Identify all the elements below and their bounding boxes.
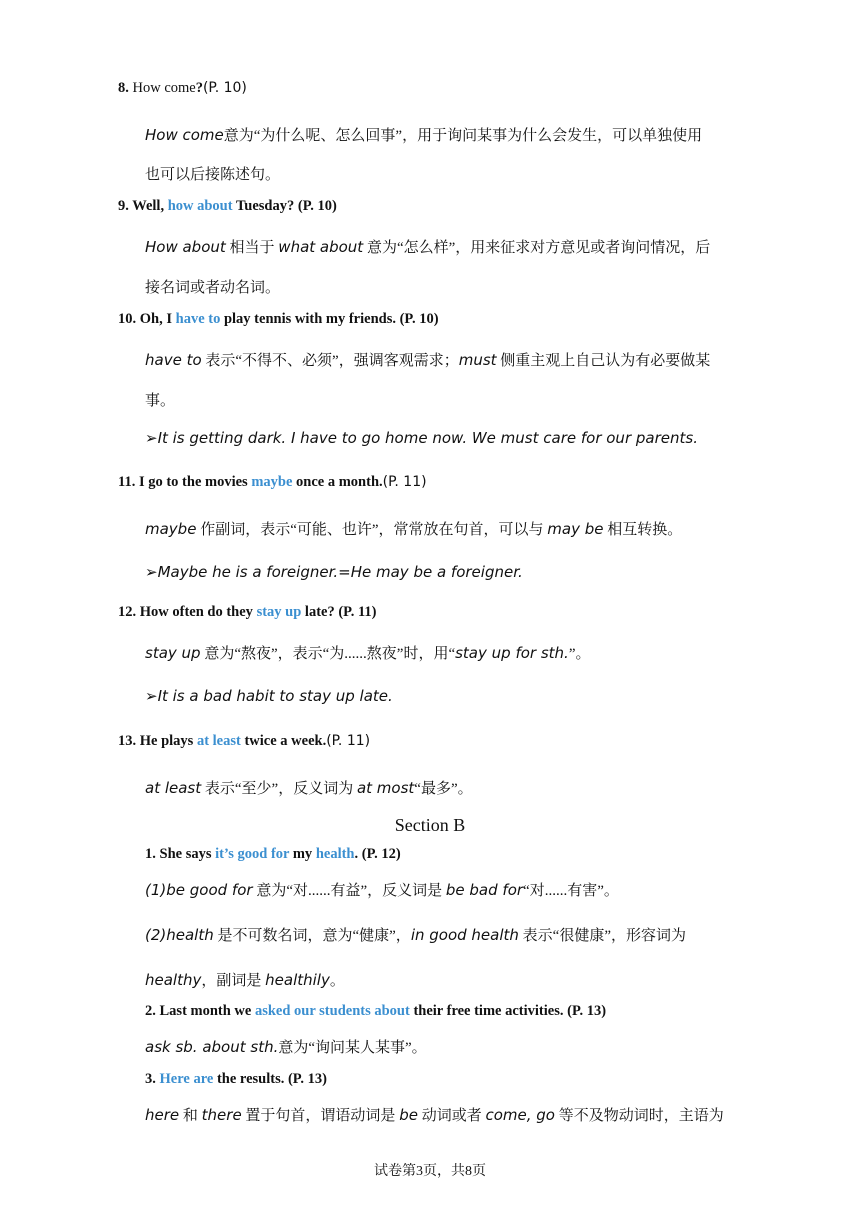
sentence-text: How often do they bbox=[139, 604, 253, 620]
phrase: may be bbox=[547, 520, 604, 538]
phrase: what about bbox=[278, 238, 364, 256]
phrase: healthy bbox=[145, 971, 202, 989]
item-number: 9. bbox=[118, 198, 129, 214]
phrase: (1)be good for bbox=[145, 881, 253, 899]
phrase: How about bbox=[145, 238, 226, 256]
sentence-text: late? (P. 11) bbox=[304, 604, 377, 620]
sentence-text: I go to the movies bbox=[138, 474, 248, 490]
key-phrase: how about bbox=[167, 198, 233, 214]
sentence-text: She says bbox=[159, 846, 212, 862]
sentence-text: Well, bbox=[132, 198, 165, 214]
key-phrase: have to bbox=[175, 311, 221, 327]
phrase: maybe bbox=[145, 520, 197, 538]
key-phrase: stay up bbox=[256, 604, 302, 620]
item-10-heading bbox=[118, 311, 439, 328]
phrase: have to bbox=[145, 351, 202, 369]
item-number: 13. bbox=[118, 733, 137, 749]
page-footer: 试卷第3页，共8页 bbox=[374, 1164, 486, 1179]
item-number: 3. bbox=[145, 1071, 156, 1087]
item-number: 10. bbox=[118, 311, 137, 327]
sb-note-2-line-1 bbox=[145, 1036, 427, 1057]
sb-item-2-heading bbox=[145, 1003, 606, 1020]
example-11: ➢Maybe he is a foreigner.=He may be a foreigner. bbox=[145, 563, 523, 581]
phrase: stay up for sth. bbox=[455, 644, 569, 662]
note-9-line-1 bbox=[145, 236, 710, 257]
item-number: 2. bbox=[145, 1003, 156, 1019]
example-10: ➢It is getting dark. I have to go home now. We must care for our parents. bbox=[145, 429, 698, 447]
explanation: 表示“不得不、必须”，强调客观需求； bbox=[205, 353, 459, 369]
phrase: How come bbox=[145, 126, 224, 144]
sentence-text: He plays bbox=[139, 733, 194, 749]
explanation: “最多”。 bbox=[414, 781, 473, 797]
key-phrase: maybe bbox=[251, 474, 293, 490]
item-8-heading bbox=[118, 80, 247, 97]
note-13-line-1 bbox=[145, 777, 473, 798]
item-number: 12. bbox=[118, 604, 137, 620]
phrase: ask sb. about sth. bbox=[145, 1038, 279, 1056]
phrase: must bbox=[458, 351, 497, 369]
sentence-text: ? bbox=[195, 80, 203, 96]
item-9-heading bbox=[118, 198, 337, 215]
key-phrase: asked our students about bbox=[254, 1003, 410, 1019]
sb-note-1-line-1 bbox=[145, 879, 619, 900]
explanation: 和 bbox=[182, 1108, 198, 1124]
sentence-text: Tuesday? (P. 10) bbox=[235, 198, 337, 214]
explanation: 表示“至少”，反义词为 bbox=[204, 781, 354, 797]
explanation: 是不可数名词，意为“健康”， bbox=[217, 928, 411, 944]
key-phrase: it’s good for bbox=[215, 846, 290, 862]
explanation: 。 bbox=[329, 973, 345, 989]
item-11-heading bbox=[118, 474, 427, 491]
page-ref: (P. 11) bbox=[382, 474, 427, 490]
explanation: 作副词，表示“可能、也许”，常常放在句首，可以与 bbox=[200, 522, 544, 538]
explanation: “对......有害”。 bbox=[523, 883, 619, 899]
sentence-text: Last month we bbox=[159, 1003, 252, 1019]
phrase: be bbox=[399, 1106, 418, 1124]
item-number: 11. bbox=[118, 474, 136, 490]
phrase: in good health bbox=[410, 926, 519, 944]
phrase: be bad for bbox=[445, 881, 524, 899]
explanation: 置于句首，谓语动词是 bbox=[245, 1108, 396, 1124]
explanation: 意为“对......有益”，反义词是 bbox=[256, 883, 443, 899]
page-ref: (P. 11) bbox=[326, 733, 371, 749]
sentence-text: the results. (P. 13) bbox=[216, 1071, 327, 1087]
phrase: here bbox=[145, 1106, 180, 1124]
key-phrase: at least bbox=[196, 733, 241, 749]
phrase: come, go bbox=[485, 1106, 555, 1124]
note-12-line-1 bbox=[145, 642, 590, 663]
sentence-text: twice a week. bbox=[244, 733, 327, 749]
explanation: 也可以后接陈述句。 bbox=[145, 167, 281, 183]
section-title: Section B bbox=[394, 815, 466, 835]
key-phrase: Here are bbox=[159, 1071, 214, 1087]
sb-note-1-line-3 bbox=[145, 969, 345, 990]
note-10-line-1 bbox=[145, 349, 710, 370]
phrase: at most bbox=[356, 779, 415, 797]
explanation: 侧重主观上自己认为有必要做某 bbox=[500, 353, 711, 369]
note-11-line-1 bbox=[145, 518, 682, 539]
explanation: 等不及物动词时，主语为 bbox=[558, 1108, 724, 1124]
item-12-heading bbox=[118, 604, 376, 621]
sb-item-1-heading bbox=[145, 846, 401, 863]
explanation: 表示“很健康”，形容词为 bbox=[522, 928, 686, 944]
page-ref: (P. 10) bbox=[202, 80, 247, 96]
phrase: stay up bbox=[145, 644, 201, 662]
explanation: 相互转换。 bbox=[607, 522, 683, 538]
sentence-text: their free time activities. (P. 13) bbox=[413, 1003, 607, 1019]
sentence-text: play tennis with my friends. (P. 10) bbox=[223, 311, 439, 327]
sentence-text: once a month. bbox=[296, 474, 383, 490]
note-8-line-1 bbox=[145, 124, 702, 145]
explanation: 动词或者 bbox=[421, 1108, 482, 1124]
note-8-line-2 bbox=[145, 163, 280, 184]
explanation: 接名词或者动名词。 bbox=[145, 280, 281, 296]
sb-note-1-line-2 bbox=[145, 924, 686, 945]
explanation: 事。 bbox=[145, 393, 176, 409]
phrase: at least bbox=[145, 779, 202, 797]
explanation: 意为“为什么呢、怎么回事”，用于询问某事为什么会发生，可以单独使用 bbox=[223, 128, 703, 144]
sentence-text: How come bbox=[132, 80, 196, 96]
explanation: 相当于 bbox=[229, 240, 275, 256]
explanation: 意为“怎么样”，用来征求对方意见或者询问情况，后 bbox=[366, 240, 711, 256]
explanation: ”。 bbox=[568, 646, 591, 662]
explanation: 意为“询问某人某事”。 bbox=[278, 1040, 427, 1056]
explanation: ，副词是 bbox=[201, 973, 262, 989]
explanation: 意为“熬夜”，表示“为......熬夜”时，用“ bbox=[204, 646, 456, 662]
sentence-text: Oh, I bbox=[139, 311, 172, 327]
item-number: 8. bbox=[118, 80, 129, 96]
phrase: (2)health bbox=[145, 926, 214, 944]
item-13-heading bbox=[118, 733, 370, 750]
sentence-text: my bbox=[292, 846, 313, 862]
phrase: there bbox=[201, 1106, 242, 1124]
item-number: 1. bbox=[145, 846, 156, 862]
note-10-line-2 bbox=[145, 389, 175, 410]
key-phrase: health bbox=[315, 846, 355, 862]
sentence-text: . (P. 12) bbox=[354, 846, 401, 862]
phrase: healthily bbox=[265, 971, 330, 989]
note-9-line-2 bbox=[145, 276, 280, 297]
example-12: ➢It is a bad habit to stay up late. bbox=[145, 687, 393, 705]
sb-item-3-heading bbox=[145, 1071, 327, 1088]
sb-note-3-line-1 bbox=[145, 1104, 724, 1125]
